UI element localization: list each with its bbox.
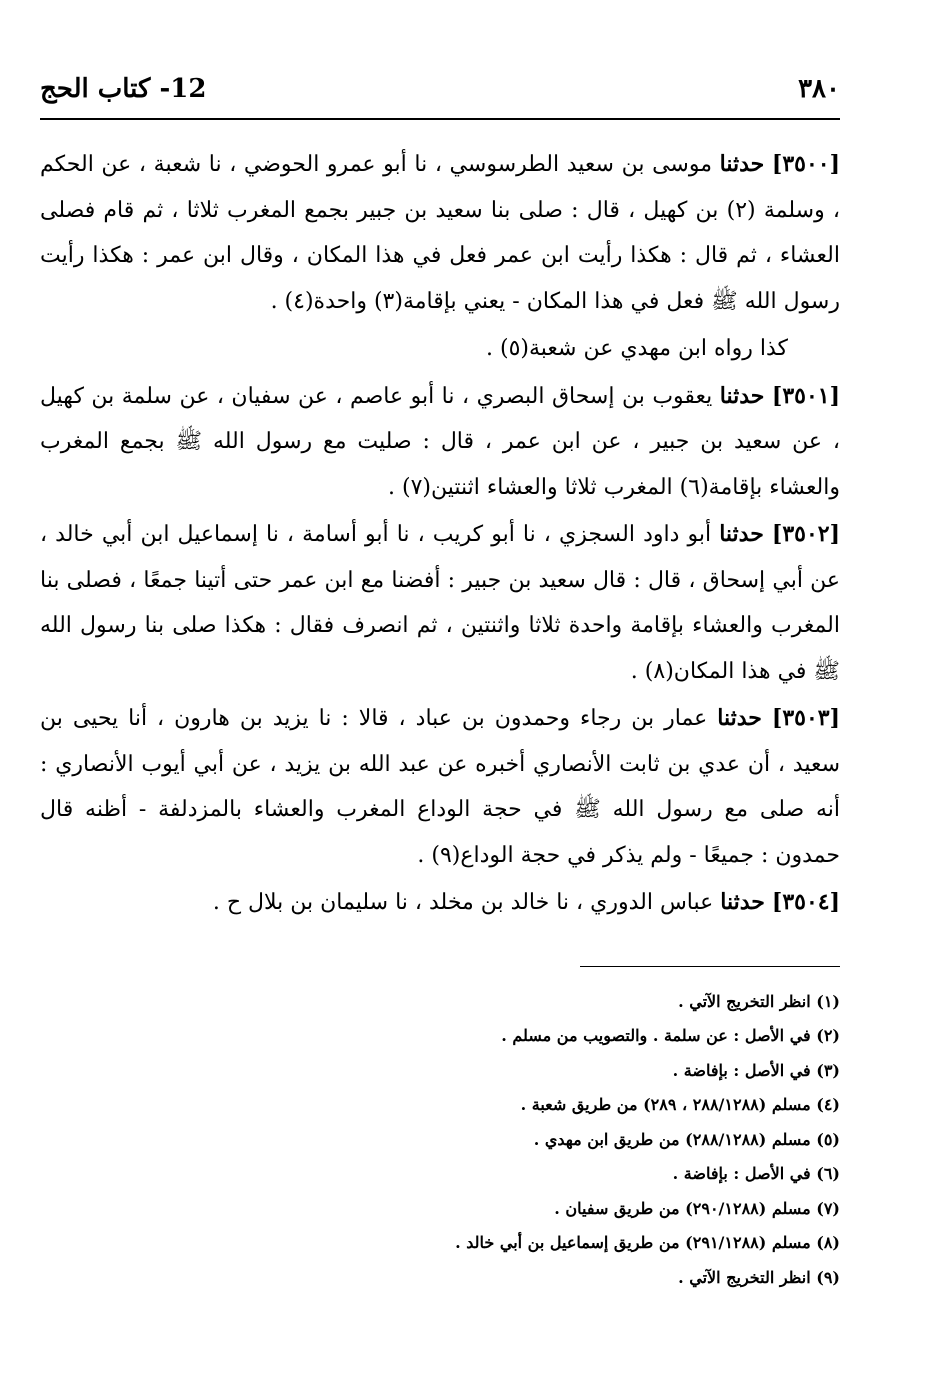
book-page xyxy=(40,70,840,1295)
main-text xyxy=(40,142,840,926)
hadith-3501 xyxy=(40,374,840,511)
hadith-opening: حدثنا xyxy=(717,705,762,731)
page-number: ٣٨٠ xyxy=(798,74,840,104)
hadith-opening: حدثنا xyxy=(719,382,765,409)
footnote-2: (٢) في الأصل : عن سلمة . والتصويب من مسلم . xyxy=(501,1026,840,1045)
hadith-3503 xyxy=(40,696,840,878)
footnote-8: (٨) مسلم (٢٩١/١٢٨٨) من طريق إسماعيل بن أبي خالد . xyxy=(455,1233,840,1252)
hadith-opening: حدثنا xyxy=(719,521,764,547)
hadith-body: موسى بن سعيد الطرسوسي ، نا أبو عمرو الحوضي ، نا شعبة ، عن الحكم ، وسلمة (٢) بن كهيل ، قال : صلى بنا سعيد بن جبير بجمع المغرب ثلاثا ، ثم قام فصلى العشاء ، ثم قال : هكذا رأيت ابن عمر فعل في هذا المكان ، وقال ابن عمر : هكذا رأيت رسول الله ﷺ فعل في هذا المكان - يعني بإقامة(٣) واحدة(٤) . xyxy=(40,152,840,314)
footnote-1: (١) انظر التخريج الآتي . xyxy=(678,991,840,1011)
hadith-number: [٣٥٠٢] xyxy=(771,521,841,547)
hadith-body: يعقوب بن إسحاق البصري ، نا أبو عاصم ، عن سفيان ، عن سلمة بن كهيل ، عن سعيد بن جبير ، عن ابن عمر ، قال : صليت مع رسول الله ﷺ بجمع المغرب والعشاء بإقامة(٦) المغرب ثلاثا والعشاء اثنتين(٧) . xyxy=(40,383,840,500)
hadith-body: عمار بن رجاء وحمدون بن عباد ، قالا : نا يزيد بن هارون ، أنا يحيى بن سعيد ، أن عدي بن ثابت الأنصاري أخبره عن عبد الله بن يزيد ، عن أبي أيوب الأنصاري : أنه صلى مع رسول الله ﷺ في حجة الوداع المغرب والعشاء بالمزدلفة - أظنه قال حمدون : جميعًا - ولم يذكر في حجة الوداع(٩) . xyxy=(40,706,840,868)
hadith-opening: حدثنا xyxy=(720,889,765,915)
footnote-3: (٣) في الأصل : بإفاضة . xyxy=(672,1060,840,1080)
hadith-body: أبو داود السجزي ، نا أبو كريب ، نا أبو أسامة ، نا إسماعيل ابن أبي خالد ، عن أبي إسحاق ، قال : قال سعيد بن جبير : أفضنا مع ابن عمر حتى أتينا جمعًا ، فصلى بنا المغرب والعشاء بإقامة واحدة ثلاثا واثنتين ، ثم انصرف فقال : هكذا صلى بنا رسول الله ﷺ في هذا المكان(٨) . xyxy=(40,522,840,684)
hadith-number: [٣٥٠٠] xyxy=(771,151,840,177)
hadith-3504 xyxy=(40,880,840,926)
footnote-5: (٥) مسلم (٢٨٨/١٢٨٨) من طريق ابن مهدي . xyxy=(533,1129,840,1149)
hadith-number: [٣٥٠٣] xyxy=(771,705,840,731)
hadith-3500 xyxy=(40,142,840,324)
footnote-6: (٦) في الأصل : بإفاضة . xyxy=(672,1164,840,1183)
page-header xyxy=(40,70,840,120)
book-title: 12- كتاب الحج xyxy=(40,74,207,104)
footnote-divider xyxy=(580,966,840,967)
hadith-opening: حدثنا xyxy=(719,151,765,177)
hadith-body: عباس الدوري ، نا خالد بن مخلد ، نا سليمان بن بلال ح . xyxy=(212,890,721,915)
footnote-4: (٤) مسلم (٢٨٨/١٢٨٨ ، ٢٨٩) من طريق شعبة . xyxy=(520,1095,840,1114)
footnotes-list xyxy=(40,985,840,1296)
footnote-9: (٩) انظر التخريج الآتي . xyxy=(678,1267,840,1287)
hadith-number: [٣٥٠١] xyxy=(771,382,840,409)
hadith-3502 xyxy=(40,512,840,694)
footnote-7: (٧) مسلم (٢٩٠/١٢٨٨) من طريق سفيان . xyxy=(554,1198,840,1218)
hadith-number: [٣٥٠٤] xyxy=(771,889,840,915)
riwaya-note: كذا رواه ابن مهدي عن شعبة(٥) . xyxy=(485,336,788,361)
